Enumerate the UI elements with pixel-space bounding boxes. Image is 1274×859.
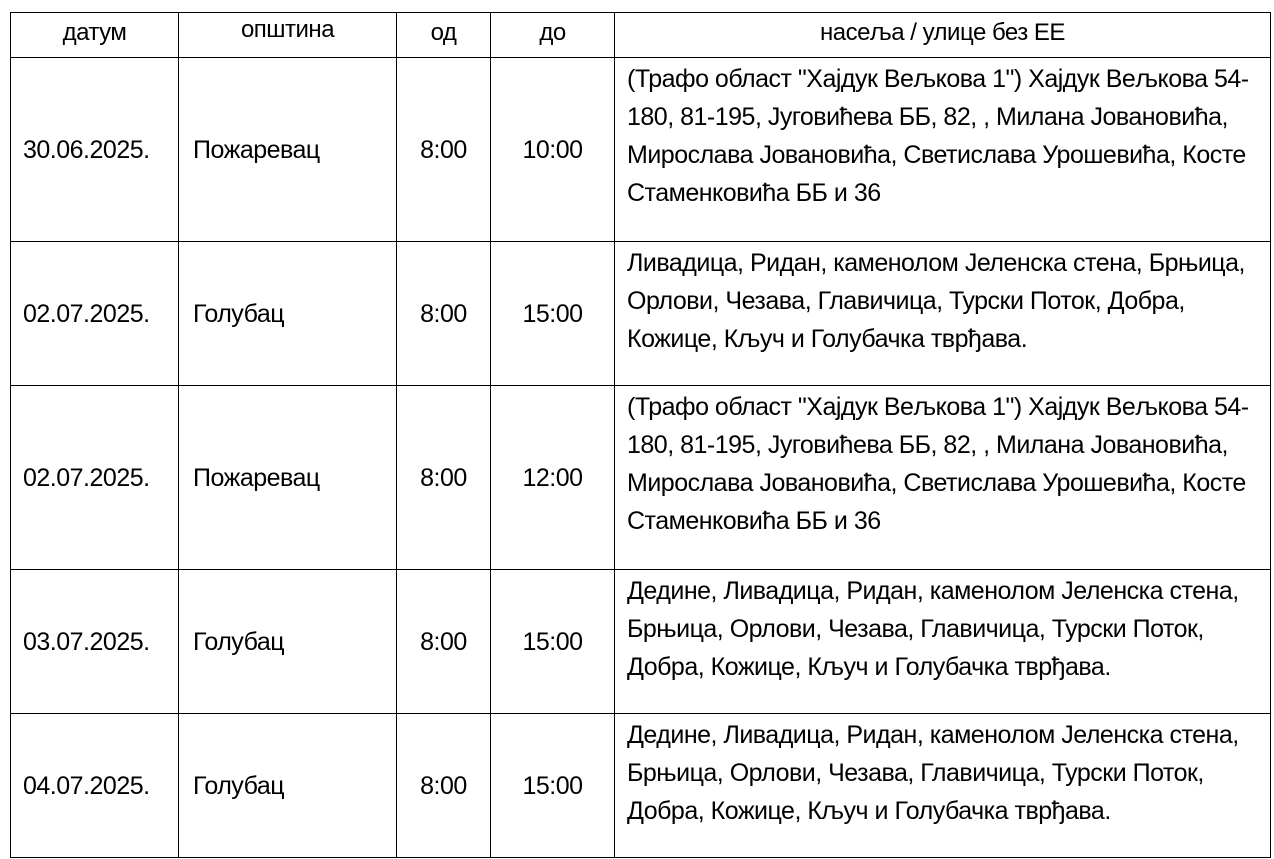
header-row (11, 13, 1271, 58)
to-time-cell: 10:00 (491, 58, 615, 242)
from-time-cell: 8:00 (397, 386, 491, 570)
date-cell: 03.07.2025. (11, 570, 179, 714)
municipality-cell: Пожаревац (179, 58, 397, 242)
from-time-cell: 8:00 (397, 714, 491, 858)
to-time-cell: 15:00 (491, 714, 615, 858)
from-time-cell: 8:00 (397, 570, 491, 714)
places-cell: Ливадица, Ридан, каменолом Јеленска стена, Брњица, Орлови, Чезава, Главичица, Турски Поток, Добра, Кожице, Кључ и Голубачка тврђава. (615, 242, 1271, 386)
header-municipality: општина (179, 13, 397, 58)
outage-schedule-table (10, 12, 1271, 858)
date-cell: 30.06.2025. (11, 58, 179, 242)
municipality-cell: Пожаревац (179, 386, 397, 570)
places-cell: Дедине, Ливадица, Ридан, каменолом Јеленска стена, Брњица, Орлови, Чезава, Главичица, Турски Поток, Добра, Кожице, Кључ и Голубачка тврђава. (615, 714, 1271, 858)
places-cell: (Трафо област "Хајдук Вељкова 1") Хајдук Вељкова 54-180, 81-195, Југовићева ББ, 82, , Милана Јовановића, Мирослава Јовановића, Светислава Урошевића, Косте Стаменковића ББ и 36 (615, 58, 1271, 242)
date-cell: 02.07.2025. (11, 242, 179, 386)
to-time-cell: 12:00 (491, 386, 615, 570)
table-row (11, 242, 1271, 386)
places-cell: (Трафо област "Хајдук Вељкова 1") Хајдук Вељкова 54-180, 81-195, Југовићева ББ, 82, , Милана Јовановића, Мирослава Јовановића, Светислава Урошевића, Косте Стаменковића ББ и 36 (615, 386, 1271, 570)
header-date: датум (11, 13, 179, 58)
from-time-cell: 8:00 (397, 242, 491, 386)
date-cell: 02.07.2025. (11, 386, 179, 570)
header-places: насеља / улице без ЕЕ (615, 13, 1271, 58)
table-row (11, 386, 1271, 570)
from-time-cell: 8:00 (397, 58, 491, 242)
places-cell: Дедине, Ливадица, Ридан, каменолом Јеленска стена, Брњица, Орлови, Чезава, Главичица, Турски Поток, Добра, Кожице, Кључ и Голубачка тврђава. (615, 570, 1271, 714)
municipality-cell: Голубац (179, 570, 397, 714)
header-to: до (491, 13, 615, 58)
municipality-cell: Голубац (179, 242, 397, 386)
municipality-cell: Голубац (179, 714, 397, 858)
table-row (11, 570, 1271, 714)
header-from: од (397, 13, 491, 58)
to-time-cell: 15:00 (491, 570, 615, 714)
table-row (11, 58, 1271, 242)
to-time-cell: 15:00 (491, 242, 615, 386)
date-cell: 04.07.2025. (11, 714, 179, 858)
table-row (11, 714, 1271, 858)
